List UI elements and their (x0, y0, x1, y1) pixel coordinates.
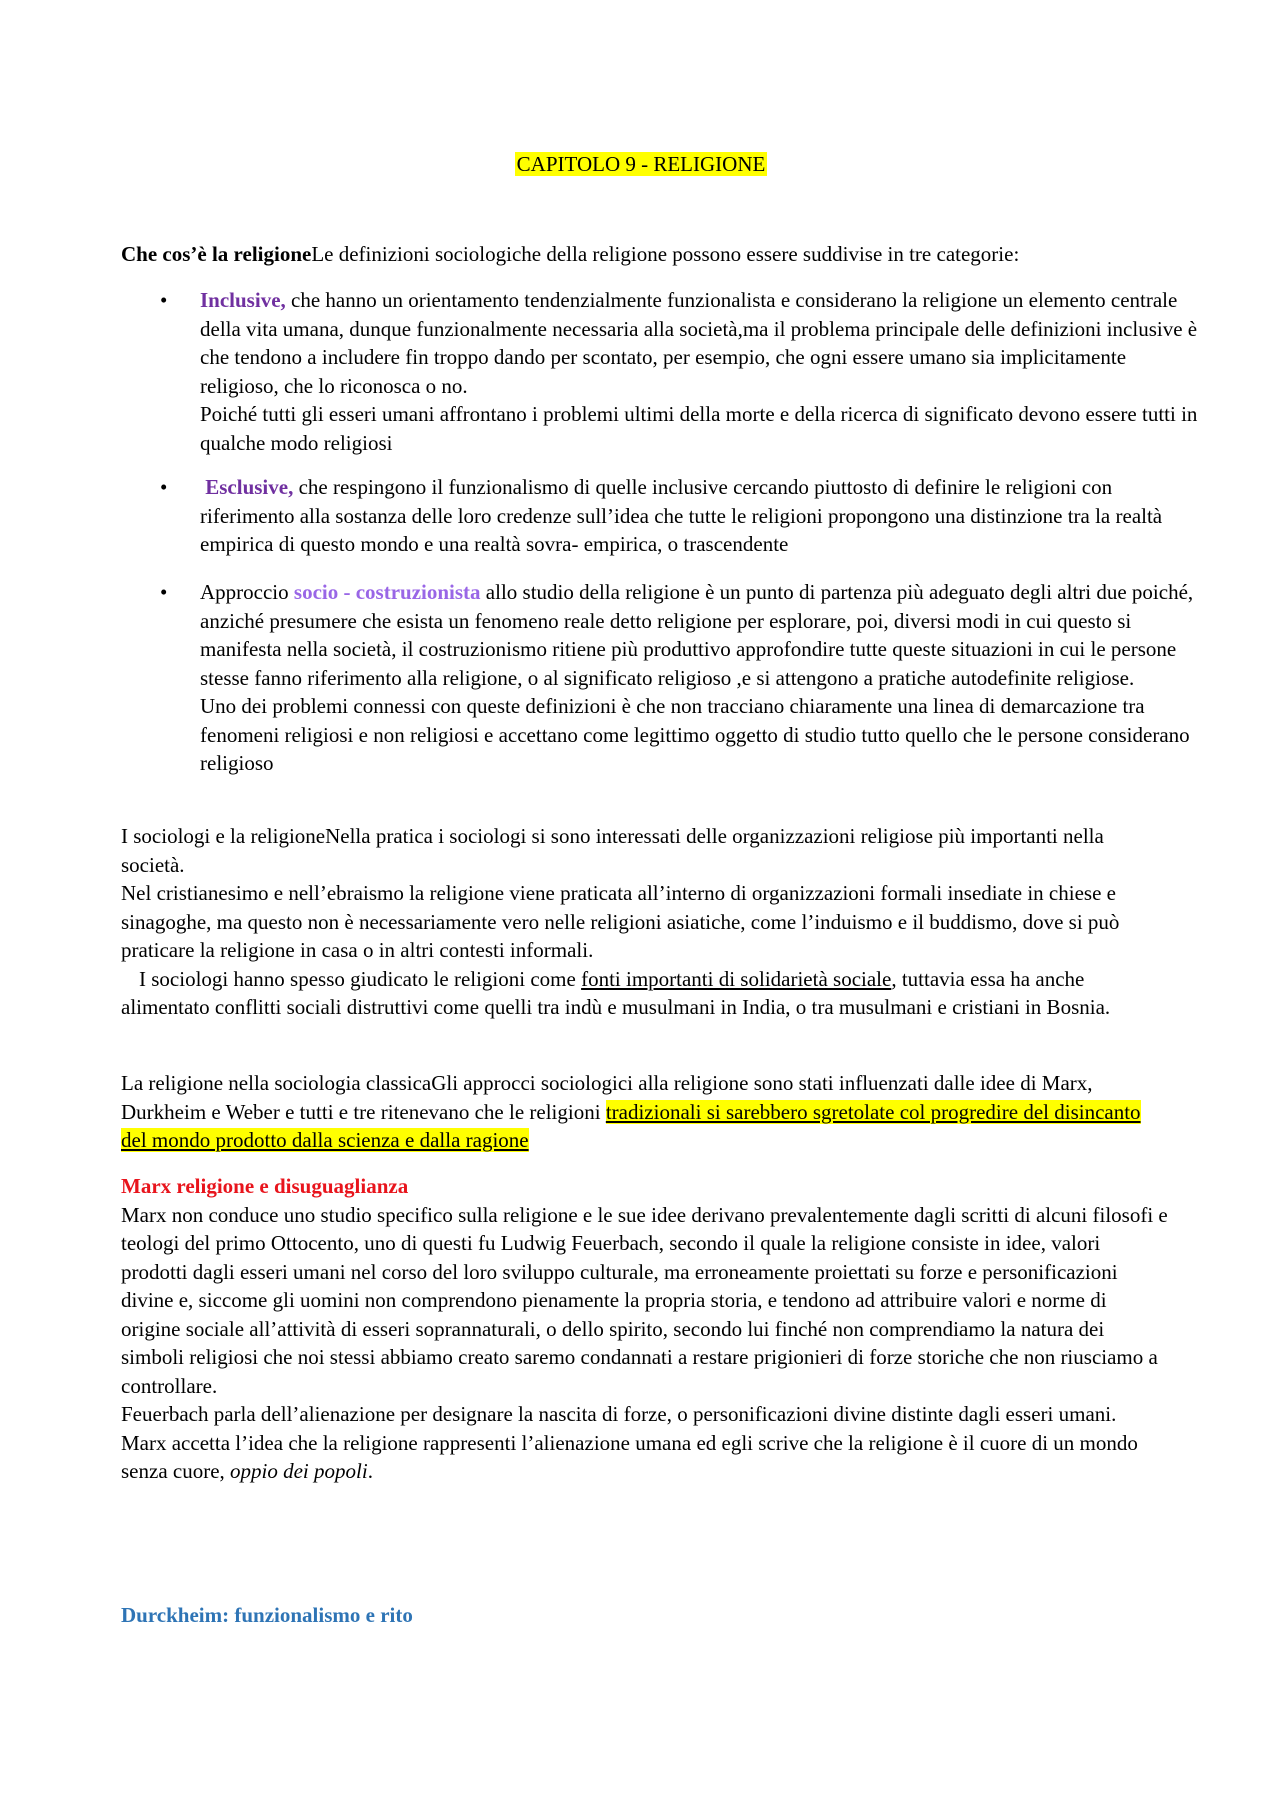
marx-p3-italic: oppio dei popoli (230, 1459, 368, 1483)
bullet-symbol: • (160, 288, 168, 312)
bullet-exclusive-body: che respingono il funzionalismo di quelle inclusive cercando piuttosto di definire le religioni con riferimento alla sostanza delle loro credenze sull’idea che tutte le religioni propongono una distinzione tra la realtà empirica di questo mondo e una realtà sovra- empirica, o trascendente (200, 475, 1163, 556)
marx-p1: Marx non conduce uno studio specifico sulla religione e le sue idee derivano prevalentemente dagli scritti di alcuni filosofi e teologi del primo Ottocento, uno di questi fu Ludwig Feuerbach, secondo il quale la religione consiste in idee, valori prodotti dagli esseri umani nel corso del loro sviluppo culturale, ma erroneamente proiettati su forze e personificazioni divine e, siccome gli uomini non comprendono pienamente la propria storia, e tendono ad attribuire valori e norme di origine sociale all’attività di esseri soprannaturali, o dello spirito, secondo lui finché non comprendiamo la natura dei simboli religiosi che noi stessi abbiamo creato saremo condannati a restare prigionieri di forze storiche che non riusciamo a controllare. (121, 1202, 1168, 1398)
classical-text: Gli approcci sociologici alla religione sono stati influenzati dalle idee di Marx, Durkheim e Weber e tutti e tre ritenevano che le religioni (121, 1071, 1093, 1124)
bullet-inclusive-body: che hanno un orientamento tendenzialmente funzionalista e considerano la religione un elemento centrale della vita umana, dunque funzionalmente necessaria alla società,ma il problema principale delle definizioni inclusive è che tendono a includere fin troppo dando per scontato, per esempio, che ogni essere umano sia implicitamente religioso, che lo riconosca o no. (200, 288, 1198, 398)
marx-p2: Feuerbach parla dell’alienazione per designare la nascita di forze, o personificazioni divine distinte dagli esseri umani. (121, 1402, 1117, 1426)
durkheim-heading: Durckheim: funzionalismo e rito (121, 1603, 413, 1627)
term-socio-constructionist: socio - costruzionista (293, 580, 481, 604)
intro-text: Le definizioni sociologiche della religione possono essere suddivise in tre categorie: (311, 242, 1020, 266)
sociologists-p2: Nel cristianesimo e nell’ebraismo la religione viene praticata all’interno di organizzazioni formali insediate in chiese e sinagoghe, ma questo non è necessariamente vero nelle religioni asiatiche, come l’induismo e il buddismo, dove si può praticare la religione in casa o in altri contesti informali. (121, 881, 1120, 962)
bullet-inclusive-body2: Poiché tutti gli esseri umani affrontano i problemi ultimi della morte e della ricerca di significato devono essere tutti in qualche modo religiosi (200, 402, 1198, 455)
bullet-symbol: • (160, 580, 168, 604)
chapter-title-wrap (121, 150, 1161, 179)
marx-p3: Marx accetta l’idea che la religione rappresenti l’alienazione umana ed egli scrive che la religione è il cuore di un mondo senza cuore, (121, 1430, 1138, 1483)
bullet-inclusive-text (200, 286, 1200, 457)
bullet-socio-text (200, 578, 1200, 778)
sociologists-heading: I sociologi e la religione (121, 824, 326, 848)
intro-heading: Che cos’è la religione (121, 242, 312, 266)
bullet-symbol: • (160, 475, 168, 499)
marx-heading: Marx religione e disuguaglianza (121, 1174, 409, 1198)
sociologists-p1: Nella pratica i sociologi si sono interessati delle organizzazioni religiose più importanti nella società. (121, 824, 1104, 877)
marx-paragraph (121, 1172, 1171, 1486)
bullet-socio-body2: Uno dei problemi connessi con queste definizioni è che non tracciano chiaramente una linea di demarcazione tra fenomeni religiosi e non religiosi e accettano come legittimo oggetto di studio tutto quello che le persone considerano religioso (200, 694, 1190, 775)
term-exclusive: Esclusive, (205, 475, 294, 499)
sociologists-p3-post: , tuttavia essa ha anche alimentato conflitti sociali distruttivi come quelli tra indù e musulmani in India, o tra musulmani e cristiani in Bosnia. (121, 966, 1111, 1019)
bullet-socio-body: allo studio della religione è un punto di partenza più adeguato degli altri due poiché, anziché presumere che esista un fenomeno reale detto religione per esplorare, poi, diversi modi in cui questo si manifesta nella società, il costruzionismo ritiene più produttivo approfondire tutte queste situazioni in cui le persone stesse fanno riferimento alla religione, o al significato religioso ,e si attengono a pratiche autodefinite religiose. (200, 580, 1194, 690)
durkheim-paragraph (121, 1601, 1171, 1630)
classical-paragraph (121, 1069, 1171, 1155)
classical-highlight: tradizionali si sarebbero sgretolate col progredire del disincanto del mondo prodotto dalla scienza e dalla ragione (121, 1099, 1141, 1152)
bullet-exclusive-text (200, 473, 1200, 559)
marx-p3-end: . (367, 1459, 373, 1483)
sociologists-p3-underlined: fonti importanti di solidarietà sociale (581, 966, 892, 991)
classical-heading: La religione nella sociologia classica (121, 1071, 432, 1095)
chapter-title: CAPITOLO 9 - RELIGIONE (516, 152, 766, 176)
sociologists-paragraph (121, 822, 1171, 1022)
term-inclusive: Inclusive, (200, 288, 286, 312)
intro-paragraph (121, 240, 1171, 269)
bullet-socio-pre: Approccio (200, 580, 294, 604)
sociologists-p3-pre: I sociologi hanno spesso giudicato le religioni come (139, 966, 582, 991)
